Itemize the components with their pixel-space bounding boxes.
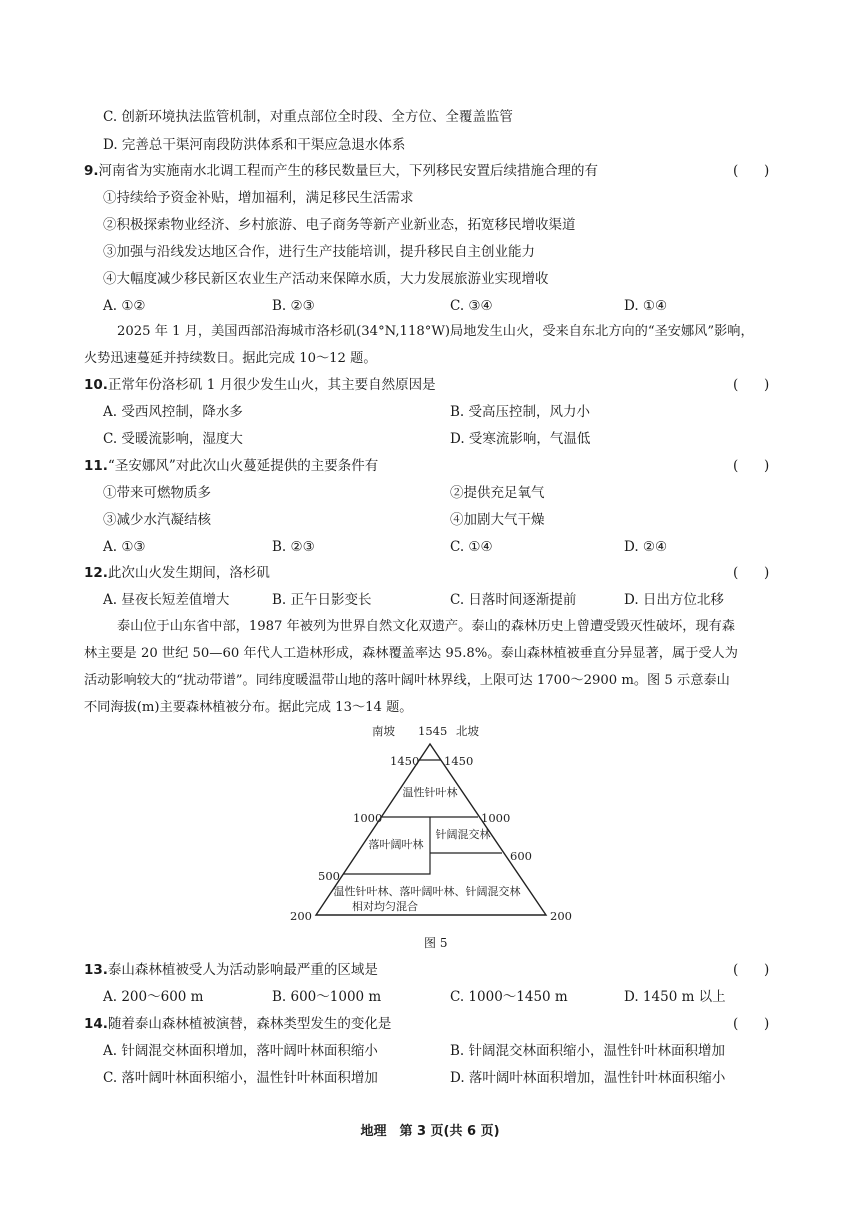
q9-option-c: C. ③④ (450, 298, 493, 314)
q12-option-c: C. 日落时间逐渐提前 (450, 592, 577, 608)
q11-item-2: ②提供充足氧气 (450, 485, 545, 501)
q14-answer-bracket: ( ) (733, 1016, 770, 1032)
passage-1-line-2: 火势迅速蔓延并持续数日。据此完成 10～12 题。 (84, 351, 377, 366)
q12-option-d: D. 日出方位北移 (624, 592, 724, 608)
label-right-600: 600 (510, 849, 532, 863)
label-left-500: 500 (318, 869, 340, 883)
zone-base-label-line-2: 相对均匀混合 (352, 900, 418, 913)
q9-answer-bracket: ( ) (733, 163, 770, 179)
label-peak-elevation: 1545 (418, 724, 448, 738)
q13-number: 13. (84, 962, 108, 978)
q13-option-c: C. 1000～1450 m (450, 989, 568, 1005)
passage-2-line-2: 林主要是 20 世纪 50—60 年代人工造林形成，森林覆盖率达 95.8%。泰山森林植被垂直分异显著，属于受人为 (84, 646, 738, 661)
q11-stem (84, 456, 378, 476)
q14-option-c: C. 落叶阔叶林面积缩小，温性针叶林面积增加 (103, 1070, 378, 1086)
q10-option-a: A. 受西风控制，降水多 (103, 404, 243, 420)
label-left-1450: 1450 (390, 754, 420, 768)
page-footer: 地理 第 3 页(共 6 页) (360, 1124, 500, 1139)
zone-conifer-label: 温性针叶林 (402, 786, 458, 799)
q9-option-b: B. ②③ (272, 298, 315, 314)
q13-option-b: B. 600～1000 m (272, 989, 382, 1005)
figure-caption: 图 5 (424, 936, 448, 950)
q11-item-3: ③减少水汽凝结核 (103, 512, 211, 528)
q9-option-a: A. ①② (103, 298, 146, 314)
q9-option-d: D. ①④ (624, 298, 668, 314)
q14-stem-text: 随着泰山森林植被演替，森林类型发生的变化是 (107, 1016, 392, 1032)
q13-answer-bracket: ( ) (733, 962, 770, 978)
q13-stem-text: 泰山森林植被受人为活动影响最严重的区域是 (107, 962, 378, 978)
q12-stem (84, 563, 270, 583)
q10-stem (84, 375, 436, 395)
q11-item-1: ①带来可燃物质多 (103, 485, 211, 501)
q10-answer-bracket: ( ) (733, 377, 770, 393)
label-left-1000: 1000 (353, 811, 383, 825)
q11-number: 11. (84, 458, 108, 474)
label-right-1450: 1450 (444, 754, 474, 768)
q14-option-a: A. 针阔混交林面积增加，落叶阔叶林面积缩小 (103, 1043, 378, 1059)
passage-2-line-1: 泰山位于山东省中部，1987 年被列为世界自然文化双遗产。泰山的森林历史上曾遭受毁灭性破坏，现有森 (117, 619, 735, 634)
q12-stem-text: 此次山火发生期间，洛杉矶 (107, 565, 270, 581)
label-right-200: 200 (550, 909, 572, 923)
q8-option-c: C. 创新环境执法监管机制，对重点部位全时段、全方位、全覆盖监管 (103, 109, 513, 125)
passage-2-line-4: 不同海拔(m)主要森林植被分布。据此完成 13～14 题。 (84, 700, 413, 715)
zone-broadleaf-label: 落叶阔叶林 (368, 838, 424, 851)
q9-item-2: ②积极探索物业经济、乡村旅游、电子商务等新产业新业态，拓宽移民增收渠道 (103, 217, 576, 233)
q13-option-a: A. 200～600 m (103, 989, 204, 1005)
q11-stem-text: “圣安娜风”对此次山火蔓延提供的主要条件有 (107, 458, 379, 474)
q10-option-b: B. 受高压控制，风力小 (450, 404, 591, 420)
q11-answer-bracket: ( ) (733, 458, 770, 474)
zone-mixed-label: 针阔混交林 (435, 828, 491, 841)
q9-item-4: ④大幅度减少移民新区农业生产活动来保障水质，大力发展旅游业实现增收 (103, 271, 549, 287)
q11-option-d: D. ②④ (624, 539, 668, 555)
zone-base-label-line-1: 温性针叶林、落叶阔叶林、针阔混交林 (333, 885, 521, 898)
q13-option-d: D. 1450 m 以上 (624, 989, 726, 1005)
label-north-slope: 北坡 (456, 724, 479, 738)
vegetation-zone-diagram (280, 720, 580, 930)
q10-option-c: C. 受暖流影响，湿度大 (103, 431, 243, 447)
q12-answer-bracket: ( ) (733, 565, 770, 581)
q9-item-1: ①持续给予资金补贴，增加福利，满足移民生活需求 (103, 190, 414, 206)
q8-option-d: D. 完善总干渠河南段防洪体系和干渠应急退水体系 (103, 137, 406, 153)
q10-option-d: D. 受寒流影响，气温低 (450, 431, 591, 447)
q14-number: 14. (84, 1016, 108, 1032)
q11-item-4: ④加剧大气干燥 (450, 512, 545, 528)
q9-stem (84, 161, 598, 181)
q10-stem-text: 正常年份洛杉矶 1 月很少发生山火，其主要自然原因是 (107, 377, 436, 393)
q9-item-3: ③加强与沿线发达地区合作，进行生产技能培训，提升移民自主创业能力 (103, 244, 535, 260)
passage-2-line-3: 活动影响较大的“扰动带谱”。同纬度暖温带山地的落叶阔叶林界线，上限可达 1700～2900 m。图 5 示意泰山 (84, 673, 730, 688)
q12-option-a: A. 昼夜长短差值增大 (103, 592, 230, 608)
label-right-1000: 1000 (481, 811, 511, 825)
q11-option-a: A. ①③ (103, 539, 146, 555)
q12-number: 12. (84, 565, 108, 581)
label-south-slope: 南坡 (372, 724, 395, 738)
q11-option-b: B. ②③ (272, 539, 315, 555)
q13-stem (84, 960, 378, 980)
label-left-200: 200 (290, 909, 312, 923)
q9-number: 9. (84, 163, 99, 179)
passage-1-line-1: 2025 年 1 月，美国西部沿海城市洛杉矶(34°N,118°W)局地发生山火，受来自东北方向的“圣安娜风”影响， (117, 324, 754, 339)
q10-number: 10. (84, 377, 108, 393)
q9-stem-text: 河南省为实施南水北调工程而产生的移民数量巨大，下列移民安置后续措施合理的有 (98, 163, 599, 179)
q12-option-b: B. 正午日影变长 (272, 592, 372, 608)
q11-option-c: C. ①④ (450, 539, 493, 555)
q14-option-b: B. 针阔混交林面积缩小，温性针叶林面积增加 (450, 1043, 726, 1059)
q14-stem (84, 1014, 391, 1034)
q14-option-d: D. 落叶阔叶林面积增加，温性针叶林面积缩小 (450, 1070, 726, 1086)
